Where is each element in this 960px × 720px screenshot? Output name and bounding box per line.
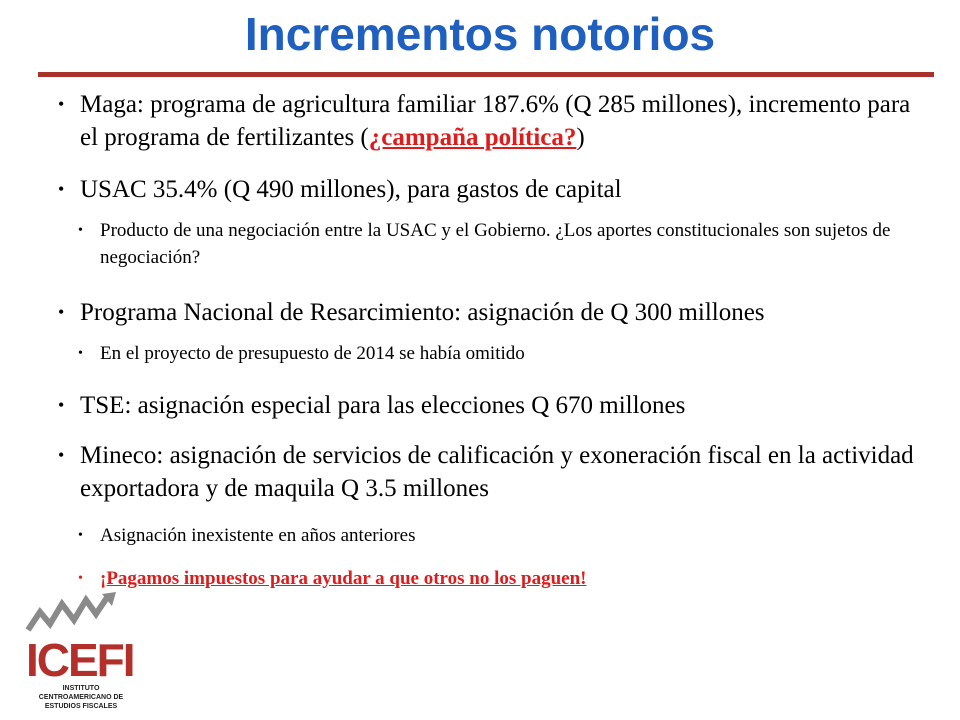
bullet-mineco [58,439,930,505]
bullet-tse [58,389,930,422]
bullet-dot-icon: • [58,395,65,415]
bullet-resarcimiento-text: Programa Nacional de Resarcimiento: asignación de Q 300 millones [80,299,765,326]
bullet-usac-sub-text: Producto de una negociación entre la USAC y el Gobierno. ¿Los aportes constitucionales son sujetos de negociación? [100,220,891,268]
bullet-resarcimiento [58,296,930,329]
bullet-usac-text: USAC 35.4% (Q 490 millones), para gastos de capital [80,176,622,203]
title-divider [38,72,934,77]
bullet-dot-icon: • [78,223,83,238]
bullet-mineco-sub1-text: Asignación inexistente en años anteriores [100,525,416,546]
logo-zigzag-icon [22,590,122,640]
bullet-dot-icon: • [58,94,65,114]
logo-wordmark: ICEFI [26,634,134,686]
bullet-resarcimiento-sub-text: En el proyecto de presupuesto de 2014 se había omitido [100,343,525,364]
bullet-dot-icon: • [58,302,65,322]
bullet-maga [58,88,930,154]
bullet-maga-highlight: ¿campaña política? [368,124,577,151]
bullet-maga-suffix: ) [576,124,585,151]
bullet-dot-icon: • [78,571,83,586]
bullet-mineco-sub2 [78,565,900,592]
bullet-mineco-sub1 [78,522,900,549]
bullet-dot-icon: • [58,445,65,465]
bullet-maga-text: Maga: programa de agricultura familiar 187.6% (Q 285 millones), incremento para el programa de fertilizantes ( [80,91,911,151]
icefi-logo [22,590,162,715]
bullet-tse-text: TSE: asignación especial para las elecciones Q 670 millones [80,392,686,419]
bullet-usac-sub [78,217,900,271]
logo-subtitle: INSTITUTO CENTROAMERICANO DE ESTUDIOS FISCALES [38,685,124,710]
bullet-mineco-sub2-text: ¡Pagamos impuestos para ayudar a que otros no los paguen! [100,568,587,589]
bullet-usac [58,173,930,206]
bullet-dot-icon: • [78,346,83,361]
bullet-resarcimiento-sub [78,340,900,367]
bullet-dot-icon: • [78,528,83,543]
slide-title: Incrementos notorios [244,8,716,60]
bullet-mineco-text: Mineco: asignación de servicios de calificación y exoneración fiscal en la actividad exportadora y de maquila Q 3.5 millones [80,442,914,502]
bullet-dot-icon: • [58,179,65,199]
